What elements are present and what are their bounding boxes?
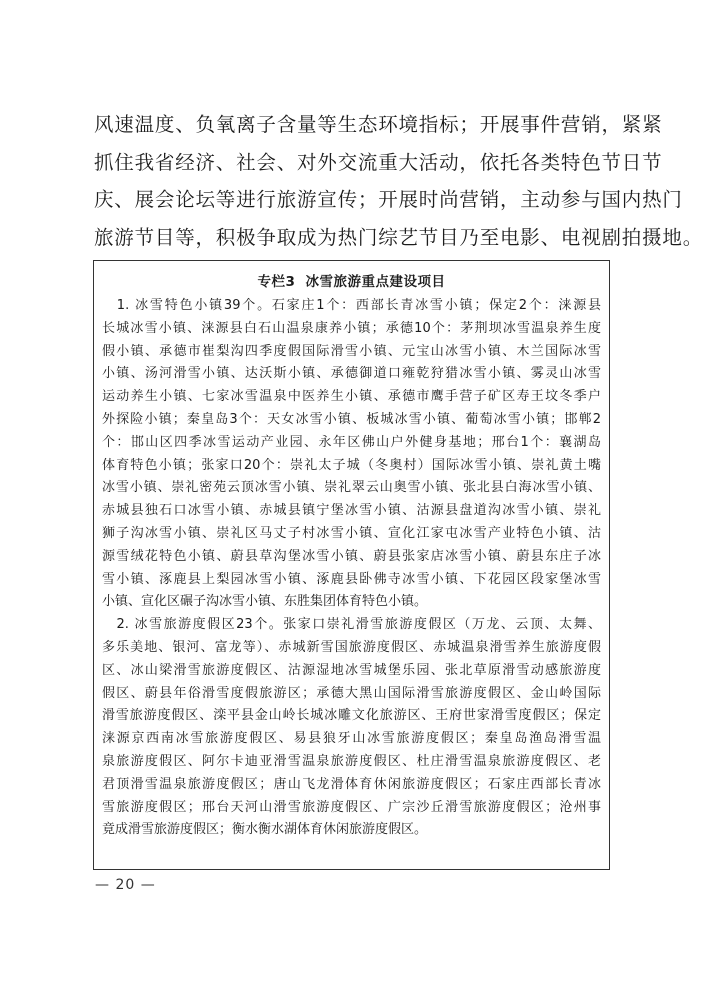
box-line: 涞源京西南冰雪旅游度假区、易县狼牙山冰雪旅游度假区；秦皇岛渔岛滑雪温 — [102, 731, 601, 747]
body-line: 风速温度、负氧离子含量等生态环境指标；开展事件营销，紧紧 — [94, 113, 663, 136]
box-line: 区、冰山梁滑雪旅游度假区、沽源湿地冰雪城堡乐园、张北草原滑雪动感旅游度 — [102, 662, 601, 678]
box-title-text: 冰雪旅游重点建设项目 — [305, 274, 446, 290]
box-line: 长城冰雪小镇、涞源县白石山温泉康养小镇；承德10个：茅荆坝冰雪温泉养生度 — [102, 320, 601, 336]
box-line: 假小镇、承德市崔梨沟四季度假国际滑雪小镇、元宝山冰雪小镇、木兰国际冰雪 — [102, 343, 601, 359]
box-line: 君顶滑雪温泉旅游度假区；唐山飞龙滑体育休闲旅游度假区；石家庄西部长青冰 — [102, 776, 601, 792]
box-line: 赤城县独石口冰雪小镇、赤城县镇宁堡冰雪小镇、沽源县盘道沟冰雪小镇、崇礼 — [102, 503, 601, 519]
box-line: 外探险小镇；秦皇岛3个：天女冰雪小镇、板城冰雪小镇、葡萄冰雪小镇；邯郸2 — [102, 411, 601, 427]
box-title-number: 专栏3 — [257, 274, 296, 290]
body-paragraph — [94, 106, 703, 256]
body-line: 抓住我省经济、社会、对外交流重大活动，依托各类特色节日节 — [94, 150, 663, 174]
box-title — [94, 270, 609, 290]
page-number: — 20 — — [95, 877, 156, 893]
box-line: 竟成滑雪旅游度假区；衡水衡水湖体育休闲旅游度假区。 — [102, 822, 428, 838]
box-line: 假区、蔚县年俗滑雪度假旅游区；承德大黑山国际滑雪旅游度假区、金山岭国际 — [102, 685, 601, 701]
box-content — [102, 295, 601, 842]
body-line: 旅游节目等，积极争取成为热门综艺节目乃至电影、电视剧拍摄地。 — [94, 225, 703, 249]
box-line: 运动养生小镇、七家冰雪温泉中医养生小镇、承德市鹰手营子矿区寿王坟冬季户 — [102, 389, 601, 405]
box-line: 源雪绒花特色小镇、蔚县草沟堡冰雪小镇、蔚县张家店冰雪小镇、蔚县东庄子冰 — [102, 548, 601, 564]
box-line: 体育特色小镇；张家口20个：崇礼太子城（冬奥村）国际冰雪小镇、崇礼黄土嘴 — [102, 457, 601, 473]
feature-box — [93, 260, 610, 870]
box-line: 滑雪旅游度假区、滦平县金山岭长城冰雕文化旅游区、王府世家滑雪度假区；保定 — [102, 708, 601, 724]
box-line: 狮子沟冰雪小镇、崇礼区马丈子村冰雪小镇、宣化江家屯冰雪产业特色小镇、沽 — [102, 525, 601, 541]
box-line: 个：邯山区四季冰雪运动产业园、永年区佛山户外健身基地；邢台1个：襄湖岛 — [102, 434, 601, 450]
box-line: 泉旅游度假区、阿尔卡迪亚滑雪温泉旅游度假区、杜庄滑雪温泉旅游度假区、老 — [102, 753, 601, 769]
box-line: 多乐美地、银河、富龙等）、赤城新雪国旅游度假区、赤城温泉滑雪养生旅游度假 — [102, 639, 601, 655]
box-line: 1. 冰雪特色小镇39个。石家庄1个：西部长青冰雪小镇；保定2个：涞源县 — [102, 298, 601, 313]
box-line: 雪旅游度假区；邢台天河山滑雪旅游度假区、广宗沙丘滑雪旅游度假区；沧州事 — [102, 799, 601, 815]
box-line: 雪小镇、涿鹿县上梨园冰雪小镇、涿鹿县卧佛寺冰雪小镇、下花园区段家堡冰雪 — [102, 571, 601, 587]
body-line: 庆、展会论坛等进行旅游宣传；开展时尚营销，主动参与国内热门 — [94, 188, 683, 211]
box-line: 小镇、汤河滑雪小镇、达沃斯小镇、承德御道口雍乾狩猎冰雪小镇、雾灵山冰雪 — [102, 366, 601, 382]
box-line: 冰雪小镇、崇礼密苑云顶冰雪小镇、崇礼翠云山奥雪小镇、张北县白海冰雪小镇、 — [102, 480, 601, 496]
box-line: 小镇、宣化区碾子沟冰雪小镇、东胜集团体育特色小镇。 — [102, 594, 428, 610]
box-line: 2. 冰雪旅游度假区23个。张家口崇礼滑雪旅游度假区（万龙、云顶、太舞、 — [102, 617, 601, 633]
